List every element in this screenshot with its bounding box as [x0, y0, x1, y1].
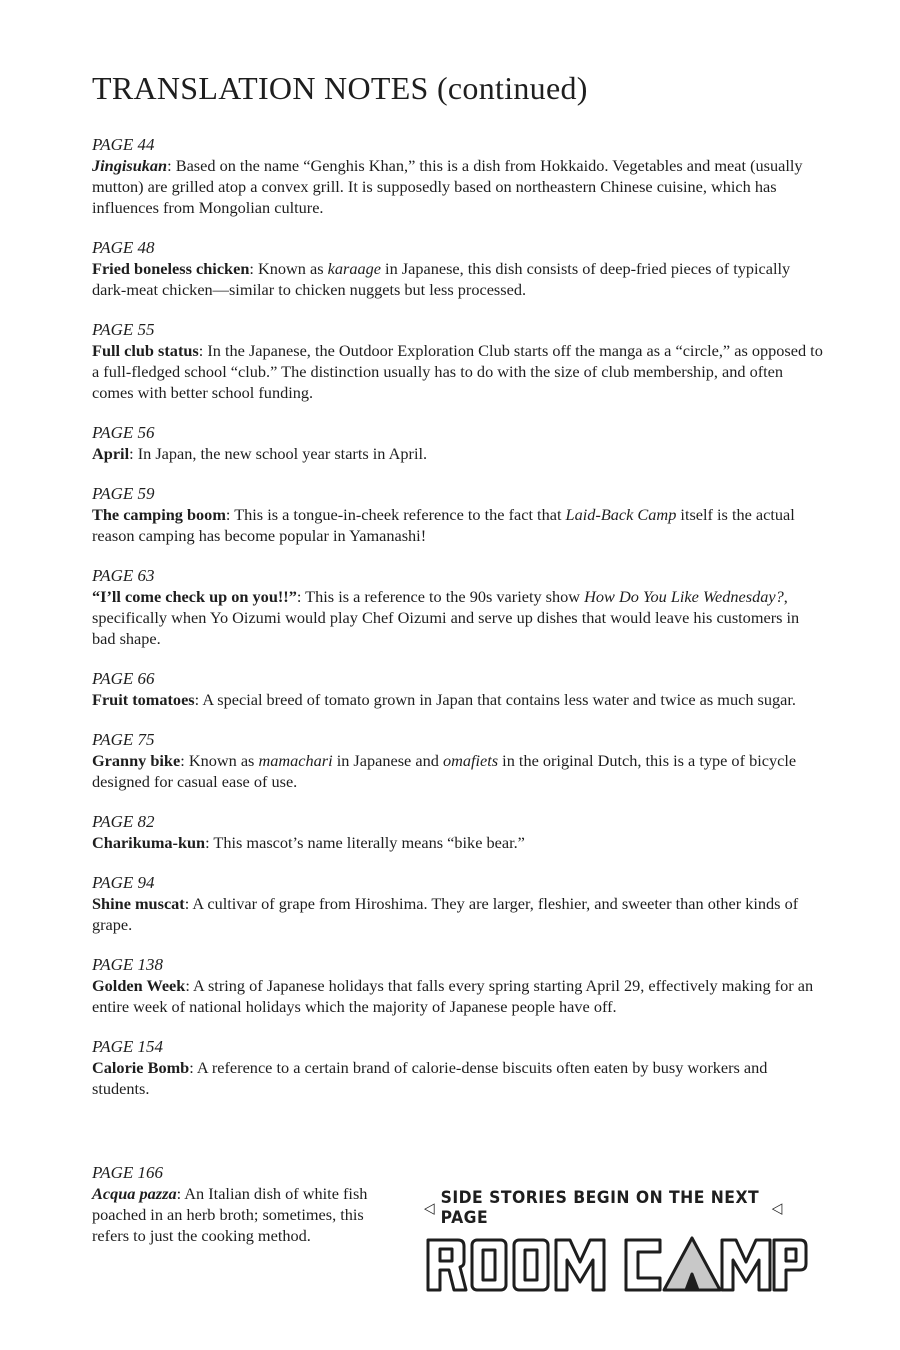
- translation-note: [92, 954, 824, 1017]
- translation-note: [92, 811, 824, 853]
- translation-note: [92, 483, 824, 546]
- translation-note: [92, 1036, 824, 1099]
- note-text: : A reference to a certain brand of calorie-dense biscuits often eaten by busy workers and students.: [92, 1058, 768, 1098]
- note-page-number: PAGE 75: [92, 730, 155, 749]
- note-text: in Japanese and: [332, 751, 443, 770]
- translation-note: [92, 319, 824, 403]
- note-text: : This is a reference to the 90s variety show: [296, 587, 585, 606]
- note-term: Full club status: [92, 341, 199, 360]
- note-text: : A cultivar of grape from Hiroshima. They are larger, fleshier, and sweeter than other kinds of grape.: [92, 894, 799, 934]
- note-body: [92, 443, 824, 464]
- note-page-number: PAGE 94: [92, 873, 155, 892]
- note-page-number: PAGE 56: [92, 423, 155, 442]
- note-term: Fried boneless chicken: [92, 259, 250, 278]
- note-page-number: PAGE 166: [92, 1163, 163, 1182]
- note-body: [92, 504, 824, 546]
- note-term: Fruit tomatoes: [92, 690, 195, 709]
- note-text: itself is the actual reason camping has become popular in Yamanashi!: [92, 505, 795, 545]
- note-body: [92, 586, 824, 649]
- note-body: [92, 1057, 824, 1099]
- note-text: : A special breed of tomato grown in Japan that contains less water and twice as much sugar.: [194, 690, 796, 709]
- note-body: [92, 975, 824, 1017]
- note-text: : In Japan, the new school year starts in April.: [129, 444, 428, 463]
- note-text: : Known as: [180, 751, 259, 770]
- note-body: [92, 689, 824, 710]
- note-page-number: PAGE 44: [92, 135, 155, 154]
- note-italic-text: omafiets: [442, 751, 499, 770]
- note-page-number: PAGE 82: [92, 812, 155, 831]
- side-stories-banner-text: SIDE STORIES BEGIN ON THE NEXT PAGE: [440, 1188, 760, 1228]
- note-page-number: PAGE 55: [92, 320, 155, 339]
- note-term: Shine muscat: [92, 894, 185, 913]
- side-stories-banner: [424, 1188, 783, 1228]
- note-text: : Based on the name “Genghis Khan,” this is a dish from Hokkaido. Vegetables and meat (usually mutton) are grilled atop a convex grill. It is supposedly based on northeastern Chinese cuisine, which has influences from Mongolian culture.: [92, 156, 803, 217]
- note-text: : Known as: [249, 259, 328, 278]
- translation-note: [92, 668, 824, 710]
- note-italic-text: Laid-Back Camp: [565, 505, 677, 524]
- note-term: Golden Week: [92, 976, 186, 995]
- note-body: [92, 1183, 372, 1246]
- room-camp-logo: [424, 1234, 808, 1296]
- note-text: : A string of Japanese holidays that falls every spring starting April 29, effectively making for an entire week of national holidays which the majority of Japanese people have off.: [92, 976, 814, 1016]
- translation-note: [92, 134, 824, 218]
- translation-notes-list: [92, 134, 824, 1118]
- translation-note: [92, 565, 824, 649]
- note-body: [92, 893, 824, 935]
- translation-note: [92, 422, 824, 464]
- note-text: : An Italian dish of white fish poached in an herb broth; sometimes, this refers to just the cooking method.: [92, 1184, 368, 1245]
- translation-note: [92, 237, 824, 300]
- note-body: [92, 340, 824, 403]
- note-term: The camping boom: [92, 505, 226, 524]
- note-body: [92, 832, 824, 853]
- note-term: Granny bike: [92, 751, 181, 770]
- note-page-number: PAGE 138: [92, 955, 163, 974]
- note-page-number: PAGE 48: [92, 238, 155, 257]
- triangle-left-icon: ◁: [424, 1199, 436, 1217]
- note-italic-text: mamachari: [258, 751, 333, 770]
- note-term: “I’ll come check up on you!!”: [92, 587, 297, 606]
- translation-note-last: [92, 1162, 372, 1246]
- note-page-number: PAGE 59: [92, 484, 155, 503]
- note-term: Acqua pazza: [92, 1184, 177, 1203]
- note-page-number: PAGE 63: [92, 566, 155, 585]
- note-page-number: PAGE 66: [92, 669, 155, 688]
- note-text: in the original Dutch, this is a type of bicycle designed for casual ease of use.: [92, 751, 797, 791]
- note-italic-text: karaage: [327, 259, 381, 278]
- note-text: : This mascot’s name literally means “bike bear.”: [205, 833, 525, 852]
- note-text: : This is a tongue-in-cheek reference to the fact that: [225, 505, 566, 524]
- page-title: TRANSLATION NOTES (continued): [92, 70, 588, 106]
- translation-note: [92, 1162, 372, 1246]
- note-body: [92, 750, 824, 792]
- note-text: : In the Japanese, the Outdoor Exploration Club starts off the manga as a “circle,” as opposed to a full-fledged school “club.” The distinction usually has to do with the size of club membership, and often comes with better school funding.: [92, 341, 823, 402]
- note-text: in Japanese, this dish consists of deep-fried pieces of typically dark-meat chicken—similar to chicken nuggets but less processed.: [92, 259, 791, 299]
- translation-note: [92, 872, 824, 935]
- note-text: , specifically when Yo Oizumi would play Chef Oizumi and serve up dishes that would leave his customers in bad shape.: [92, 587, 800, 648]
- note-page-number: PAGE 154: [92, 1037, 163, 1056]
- note-term: Charikuma-kun: [92, 833, 206, 852]
- note-term: April: [92, 444, 130, 463]
- note-term: Calorie Bomb: [92, 1058, 190, 1077]
- triangle-left-icon: ◁: [771, 1199, 783, 1217]
- note-term: Jingisukan: [92, 156, 168, 175]
- side-stories-promo: [424, 1188, 814, 1301]
- note-body: [92, 155, 824, 218]
- note-italic-text: How Do You Like Wednesday?: [584, 587, 784, 606]
- note-body: [92, 258, 824, 300]
- translation-note: [92, 729, 824, 792]
